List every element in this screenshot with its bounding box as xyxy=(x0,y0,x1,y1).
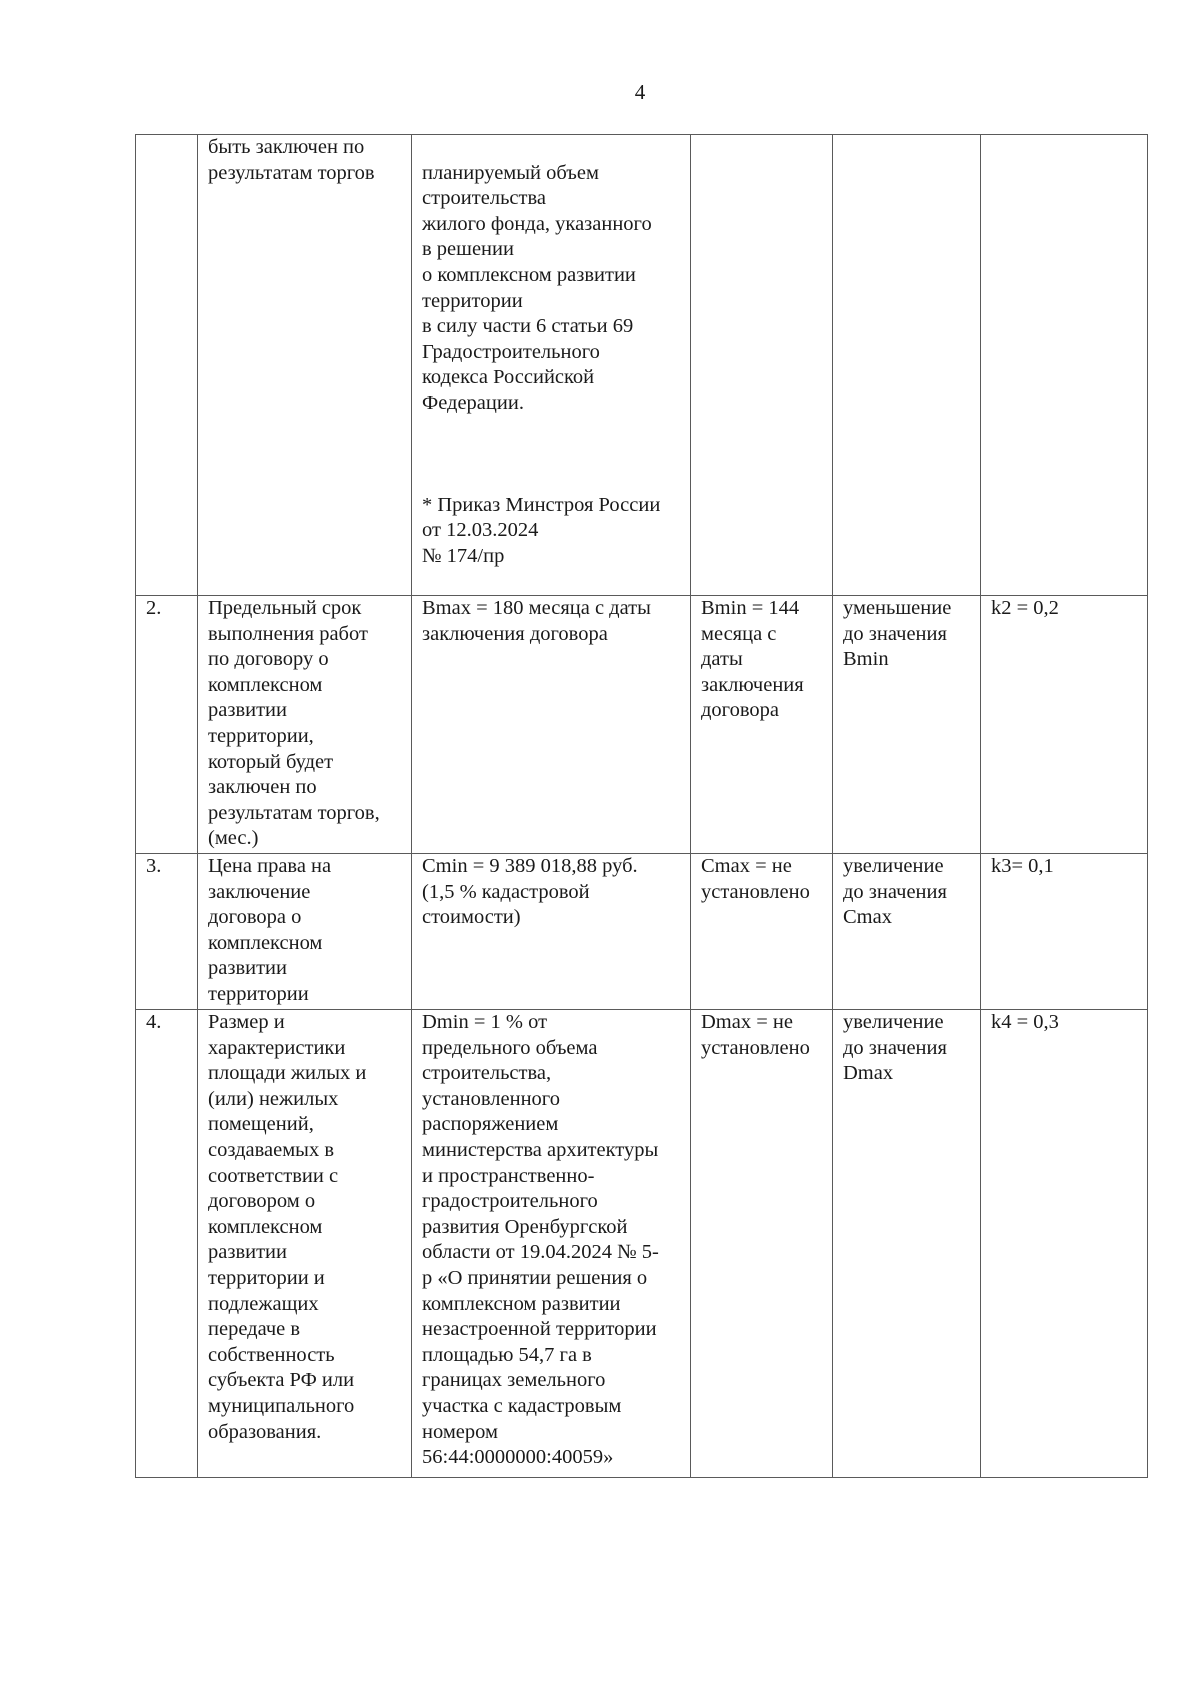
table-row xyxy=(136,854,1148,1010)
row-number-cell xyxy=(136,135,198,596)
table-row xyxy=(136,596,1148,854)
coefficient-cell: k3= 0,1 xyxy=(981,854,1148,1010)
value-a-cell xyxy=(412,135,691,596)
coefficient-cell xyxy=(981,135,1148,596)
table-row xyxy=(136,1010,1148,1478)
criteria-table xyxy=(135,134,1148,1478)
value-a-text: планируемый объем строительства жилого фонда, указанного в решении о комплексном развитии территории в силу части 6 статьи 69 Градостроительного кодекса Российской Федерации. xyxy=(422,161,652,414)
criterion-cell: Размер и характеристики площади жилых и (или) нежилых помещений, создаваемых в соответствии с договором о комплексном развитии территории и подлежащих передаче в собственность субъекта РФ или муниципального образования. xyxy=(198,1010,412,1478)
direction-cell xyxy=(833,135,981,596)
page-number: 4 xyxy=(634,80,646,104)
criterion-cell: быть заключен по результатам торгов xyxy=(198,135,412,596)
order-reference-note: * Приказ Минстроя России от 12.03.2024 № 174/пр xyxy=(422,493,661,567)
direction-cell: увеличение до значения Dmax xyxy=(833,1010,981,1478)
value-b-cell: Dmax = не установлено xyxy=(691,1010,833,1478)
direction-cell: уменьшение до значения Bmin xyxy=(833,596,981,854)
table-row xyxy=(136,135,1148,596)
value-b-cell: Bmin = 144 месяца с даты заключения договора xyxy=(691,596,833,854)
direction-cell: увеличение до значения Cmax xyxy=(833,854,981,1010)
row-number-cell: 4. xyxy=(136,1010,198,1478)
criterion-cell: Предельный срок выполнения работ по договору о комплексном развитии территории, который будет заключен по результатам торгов, (мес.) xyxy=(198,596,412,854)
criterion-cell: Цена права на заключение договора о комплексном развитии территории xyxy=(198,854,412,1010)
coefficient-cell: k2 = 0,2 xyxy=(981,596,1148,854)
value-a-cell: Cmin = 9 389 018,88 руб. (1,5 % кадастровой стоимости) xyxy=(412,854,691,1010)
value-b-cell xyxy=(691,135,833,596)
coefficient-cell: k4 = 0,3 xyxy=(981,1010,1148,1478)
value-a-cell: Dmin = 1 % от предельного объема строительства, установленного распоряжением министерства архитектуры и пространственно- градостроительного развития Оренбургской области от 19.04.2024 № 5- р «О принятии решения о комплексном развитии незастроенной территории площадью 54,7 га в границах земельного участка с кадастровым номером 56:44:0000000:40059» xyxy=(412,1010,691,1478)
row-number-cell: 3. xyxy=(136,854,198,1010)
value-a-cell: Bmax = 180 месяца с даты заключения договора xyxy=(412,596,691,854)
value-b-cell: Cmax = не установлено xyxy=(691,854,833,1010)
row-number-cell: 2. xyxy=(136,596,198,854)
paragraph-gap xyxy=(422,442,684,467)
